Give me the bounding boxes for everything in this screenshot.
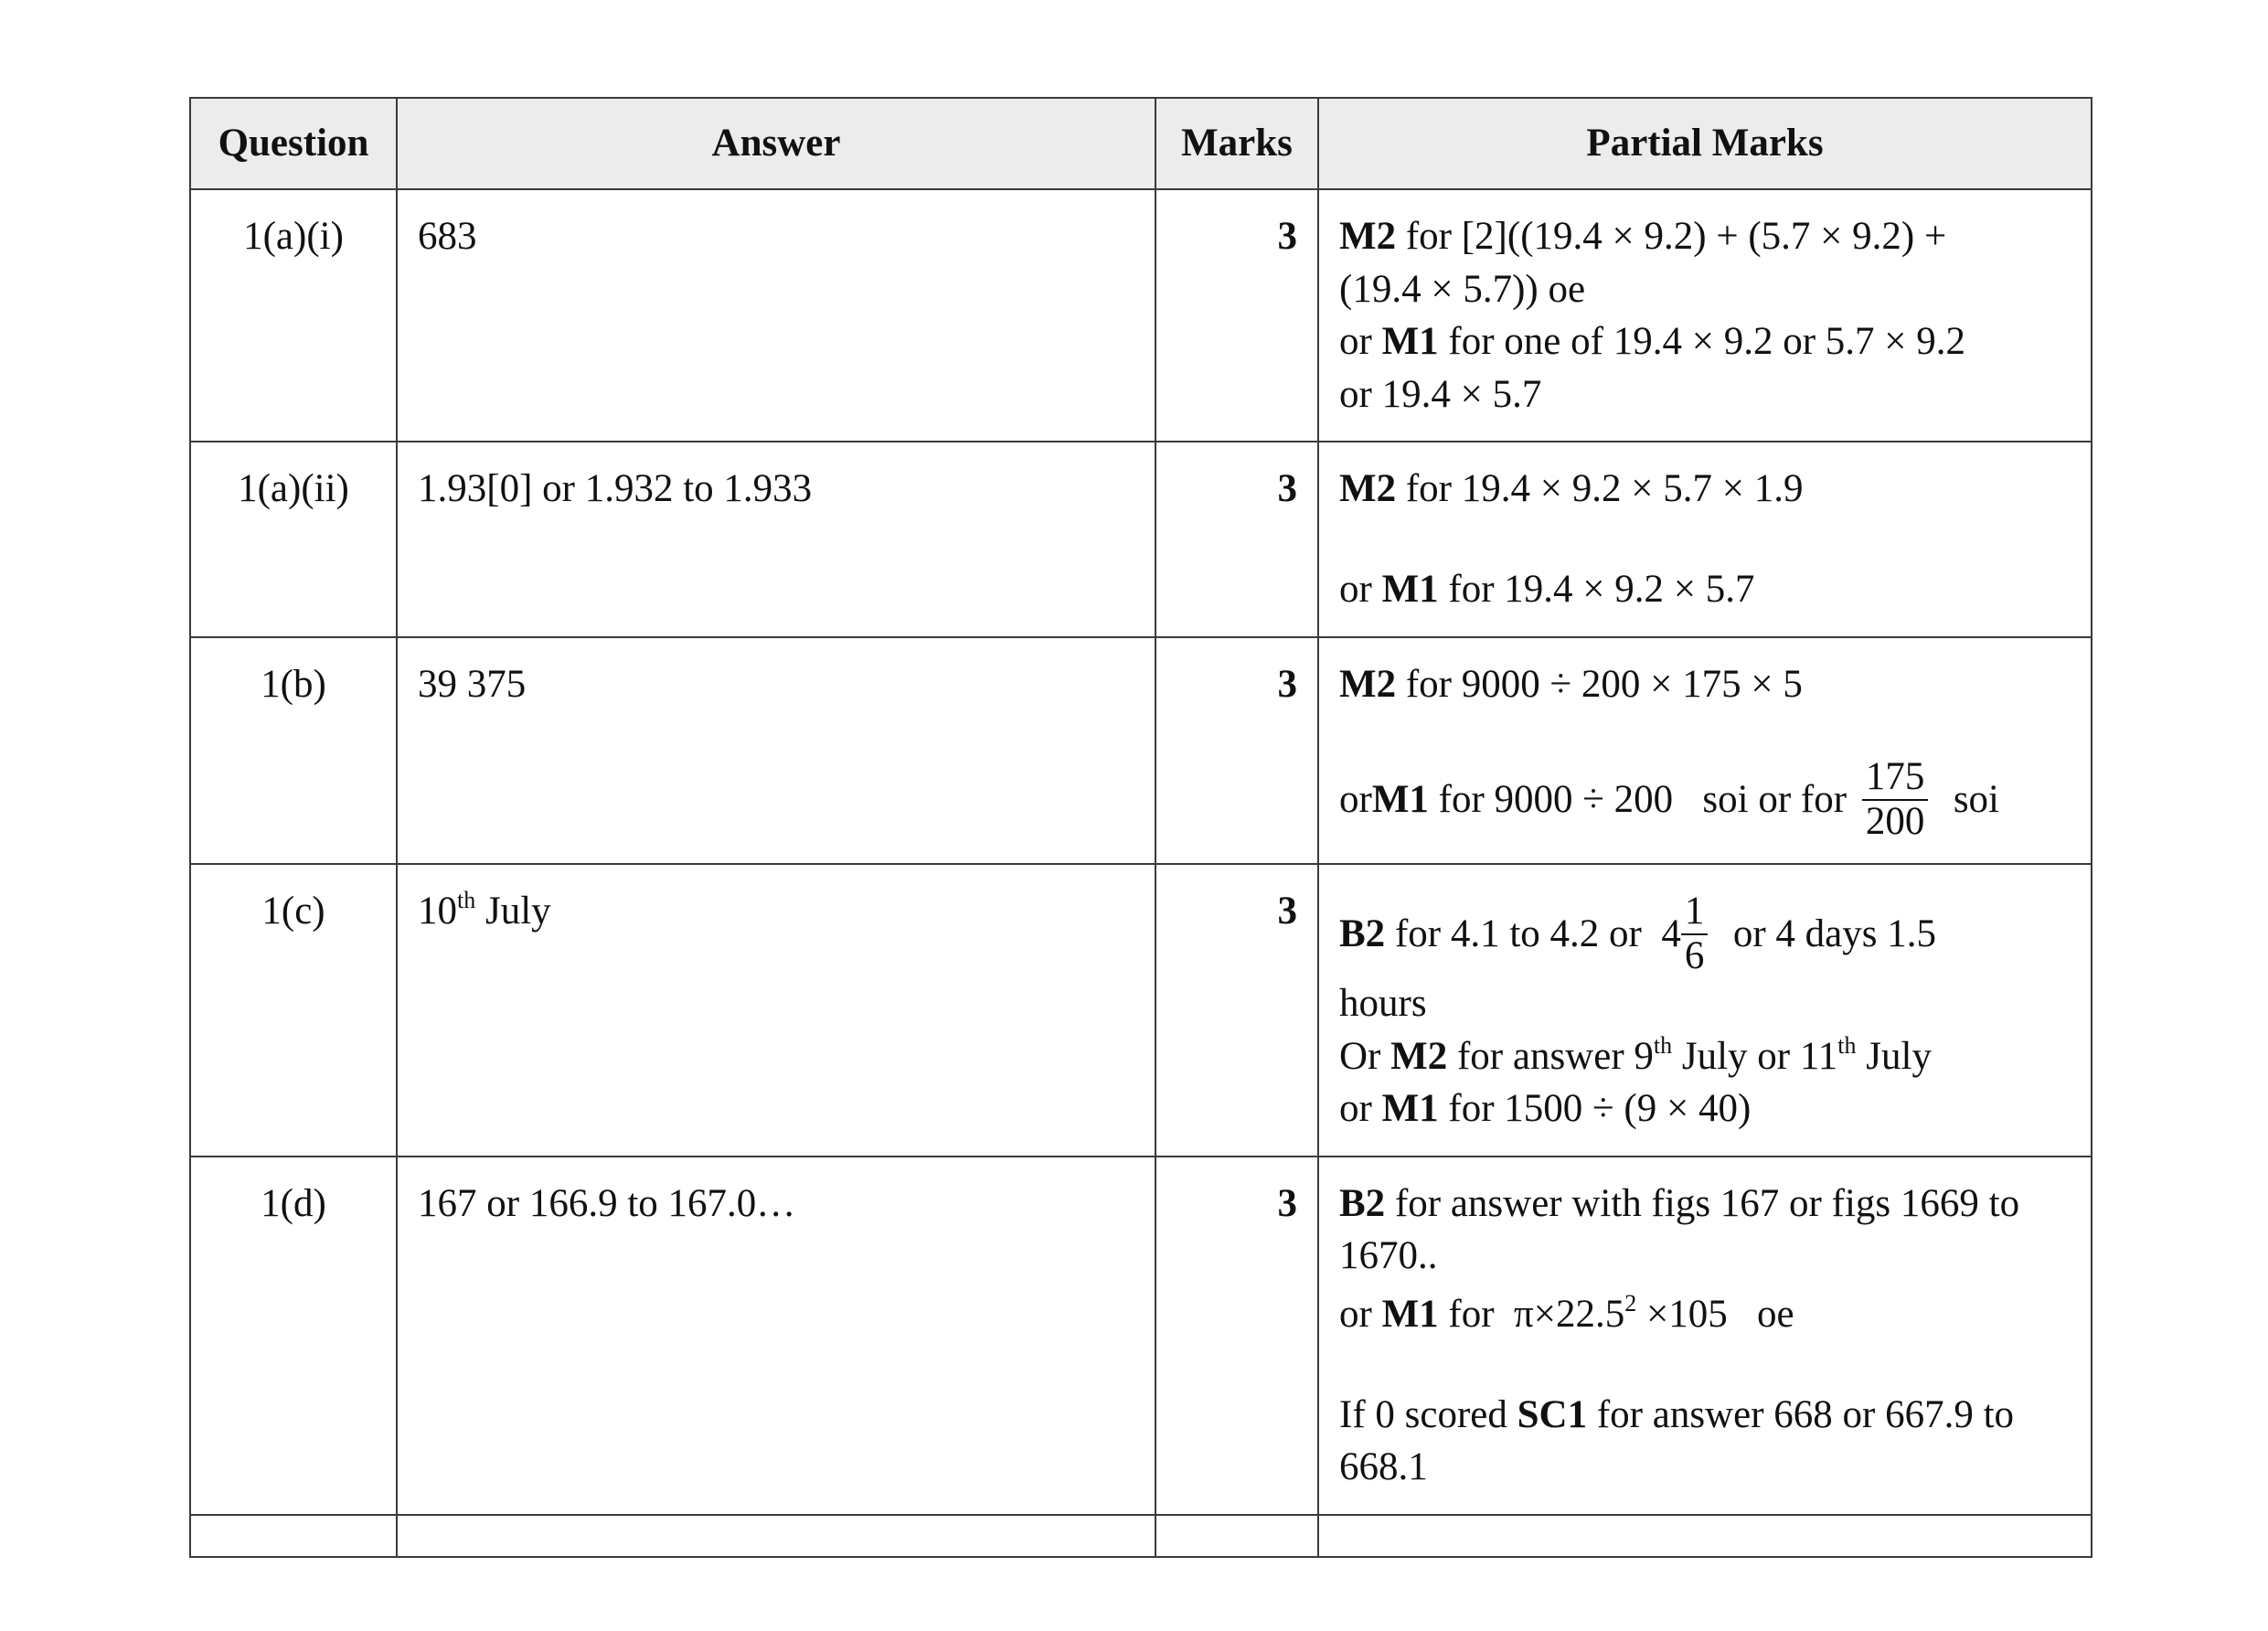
partial-text: for π×22.5 xyxy=(1438,1293,1625,1337)
question-cell: 1(b) xyxy=(190,637,397,864)
answer-cell xyxy=(397,864,1155,1157)
partial-line xyxy=(1339,263,2071,316)
table-row xyxy=(190,637,2092,864)
marks-cell: 3 xyxy=(1155,637,1318,864)
partial-marks-cell xyxy=(1318,637,2092,864)
partial-text: for [2]((19.4 × 9.2) + (5.7 × 9.2) + xyxy=(1396,215,1947,258)
mark-code: M2 xyxy=(1339,215,1397,258)
partial-marks-cell xyxy=(1318,1157,2092,1515)
partial-text: or xyxy=(1339,1087,1382,1131)
answer-cell: 1.93[0] or 1.932 to 1.933 xyxy=(397,442,1155,636)
partial-line xyxy=(1339,1178,2071,1231)
partial-text: for 9000 ÷ 200 soi or for xyxy=(1428,777,1857,821)
partial-line xyxy=(1339,1030,2071,1083)
partial-marks-cell xyxy=(1318,189,2092,442)
ordinal-suffix: th xyxy=(1837,1031,1857,1059)
partial-marks-cell xyxy=(1318,864,2092,1157)
superscript: 2 xyxy=(1624,1290,1637,1317)
answer-day: 10 xyxy=(418,890,457,933)
mark-code: B2 xyxy=(1339,911,1386,955)
partial-text: soi xyxy=(1933,777,1999,821)
ordinal-suffix: th xyxy=(1653,1031,1673,1059)
question-cell: 1(a)(ii) xyxy=(190,442,397,636)
partial-text: for 9000 ÷ 200 × 175 × 5 xyxy=(1396,662,1803,706)
header-question: Question xyxy=(190,98,397,189)
partial-text: for 19.4 × 9.2 × 5.7 xyxy=(1438,568,1755,612)
partial-text: ×105 oe xyxy=(1636,1293,1794,1337)
fraction-numerator: 1 xyxy=(1681,890,1709,934)
mark-code: SC1 xyxy=(1517,1392,1588,1436)
mark-code: M1 xyxy=(1381,320,1439,364)
partial-text: for answer 9 xyxy=(1447,1034,1654,1078)
marks-cell: 3 xyxy=(1155,864,1318,1157)
partial-line xyxy=(1339,368,2071,421)
answer-cell: 683 xyxy=(397,189,1155,442)
table-row xyxy=(190,189,2092,442)
partial-text: for answer with figs 167 or figs 1669 to xyxy=(1385,1181,2020,1225)
fraction-numerator: 175 xyxy=(1862,756,1929,800)
partial-text: for 1500 ÷ (9 × 40) xyxy=(1438,1087,1752,1131)
empty-cell xyxy=(1318,1515,2092,1557)
table-row xyxy=(190,864,2092,1157)
empty-cell xyxy=(397,1515,1155,1557)
partial-marks-cell xyxy=(1318,442,2092,636)
partial-text: or xyxy=(1339,777,1372,821)
partial-text: for 4.1 to 4.2 or 4 xyxy=(1385,911,1681,955)
ordinal-suffix: th xyxy=(457,887,476,914)
mark-code: M1 xyxy=(1381,568,1439,612)
header-answer: Answer xyxy=(397,98,1155,189)
question-cell: 1(a)(i) xyxy=(190,189,397,442)
mark-code: M1 xyxy=(1371,777,1429,821)
partial-text: 1670.. xyxy=(1339,1234,1438,1278)
partial-text: or 4 days 1.5 xyxy=(1713,911,1936,955)
partial-text: (19.4 × 5.7)) oe xyxy=(1339,267,1586,311)
partial-text: If 0 scored xyxy=(1339,1392,1517,1436)
header-marks: Marks xyxy=(1155,98,1318,189)
fraction-denominator: 200 xyxy=(1865,799,1925,843)
partial-line xyxy=(1339,1230,2071,1283)
partial-text: for answer 668 or 667.9 to xyxy=(1587,1392,2015,1436)
partial-line xyxy=(1339,210,2071,263)
empty-cell xyxy=(1155,1515,1318,1557)
table-row-continuation xyxy=(190,1515,2092,1557)
partial-text: Or xyxy=(1339,1034,1391,1078)
partial-text: for one of 19.4 × 9.2 or 5.7 × 9.2 xyxy=(1438,320,1966,364)
partial-line xyxy=(1339,1441,2071,1494)
partial-line xyxy=(1339,315,2071,368)
header-row xyxy=(190,98,2092,189)
answer-cell: 167 or 166.9 to 167.0… xyxy=(397,1157,1155,1515)
header-partial-marks: Partial Marks xyxy=(1318,98,2092,189)
marks-cell: 3 xyxy=(1155,442,1318,636)
partial-text: or xyxy=(1339,1293,1382,1337)
fraction xyxy=(1862,756,1929,843)
mark-code: B2 xyxy=(1339,1181,1386,1225)
table-header xyxy=(190,98,2092,189)
partial-line xyxy=(1339,756,2071,843)
fraction xyxy=(1681,890,1709,977)
marks-cell: 3 xyxy=(1155,1157,1318,1515)
marks-cell: 3 xyxy=(1155,189,1318,442)
partial-line xyxy=(1339,1389,2071,1442)
partial-line xyxy=(1339,1288,2071,1341)
mark-scheme-table xyxy=(189,97,2092,1558)
table-row xyxy=(190,442,2092,636)
partial-text: hours xyxy=(1339,982,1427,1026)
mark-code: M2 xyxy=(1339,662,1397,706)
question-cell: 1(c) xyxy=(190,864,397,1157)
empty-cell xyxy=(190,1515,397,1557)
partial-text: or 19.4 × 5.7 xyxy=(1339,372,1542,416)
fraction-denominator: 6 xyxy=(1684,933,1705,977)
partial-line xyxy=(1339,1082,2071,1135)
mark-code: M2 xyxy=(1339,467,1397,511)
partial-text: 668.1 xyxy=(1339,1445,1428,1489)
table-row xyxy=(190,1157,2092,1515)
mark-code: M2 xyxy=(1390,1034,1448,1078)
answer-month: July xyxy=(475,890,551,933)
partial-text: July or 11 xyxy=(1672,1034,1838,1078)
partial-line xyxy=(1339,463,2071,516)
partial-line xyxy=(1339,890,2071,977)
answer-cell: 39 375 xyxy=(397,637,1155,864)
spacer xyxy=(1339,1341,2071,1389)
partial-line xyxy=(1339,658,2071,711)
partial-text: July xyxy=(1856,1034,1932,1078)
spacer xyxy=(1339,516,2071,563)
partial-text: for 19.4 × 9.2 × 5.7 × 1.9 xyxy=(1396,467,1804,511)
question-cell: 1(d) xyxy=(190,1157,397,1515)
partial-line xyxy=(1339,563,2071,616)
partial-text: or xyxy=(1339,320,1382,364)
mark-code: M1 xyxy=(1381,1087,1439,1131)
partial-line xyxy=(1339,977,2071,1030)
spacer xyxy=(1339,710,2071,756)
partial-text: or xyxy=(1339,568,1382,612)
mark-code: M1 xyxy=(1381,1293,1439,1337)
